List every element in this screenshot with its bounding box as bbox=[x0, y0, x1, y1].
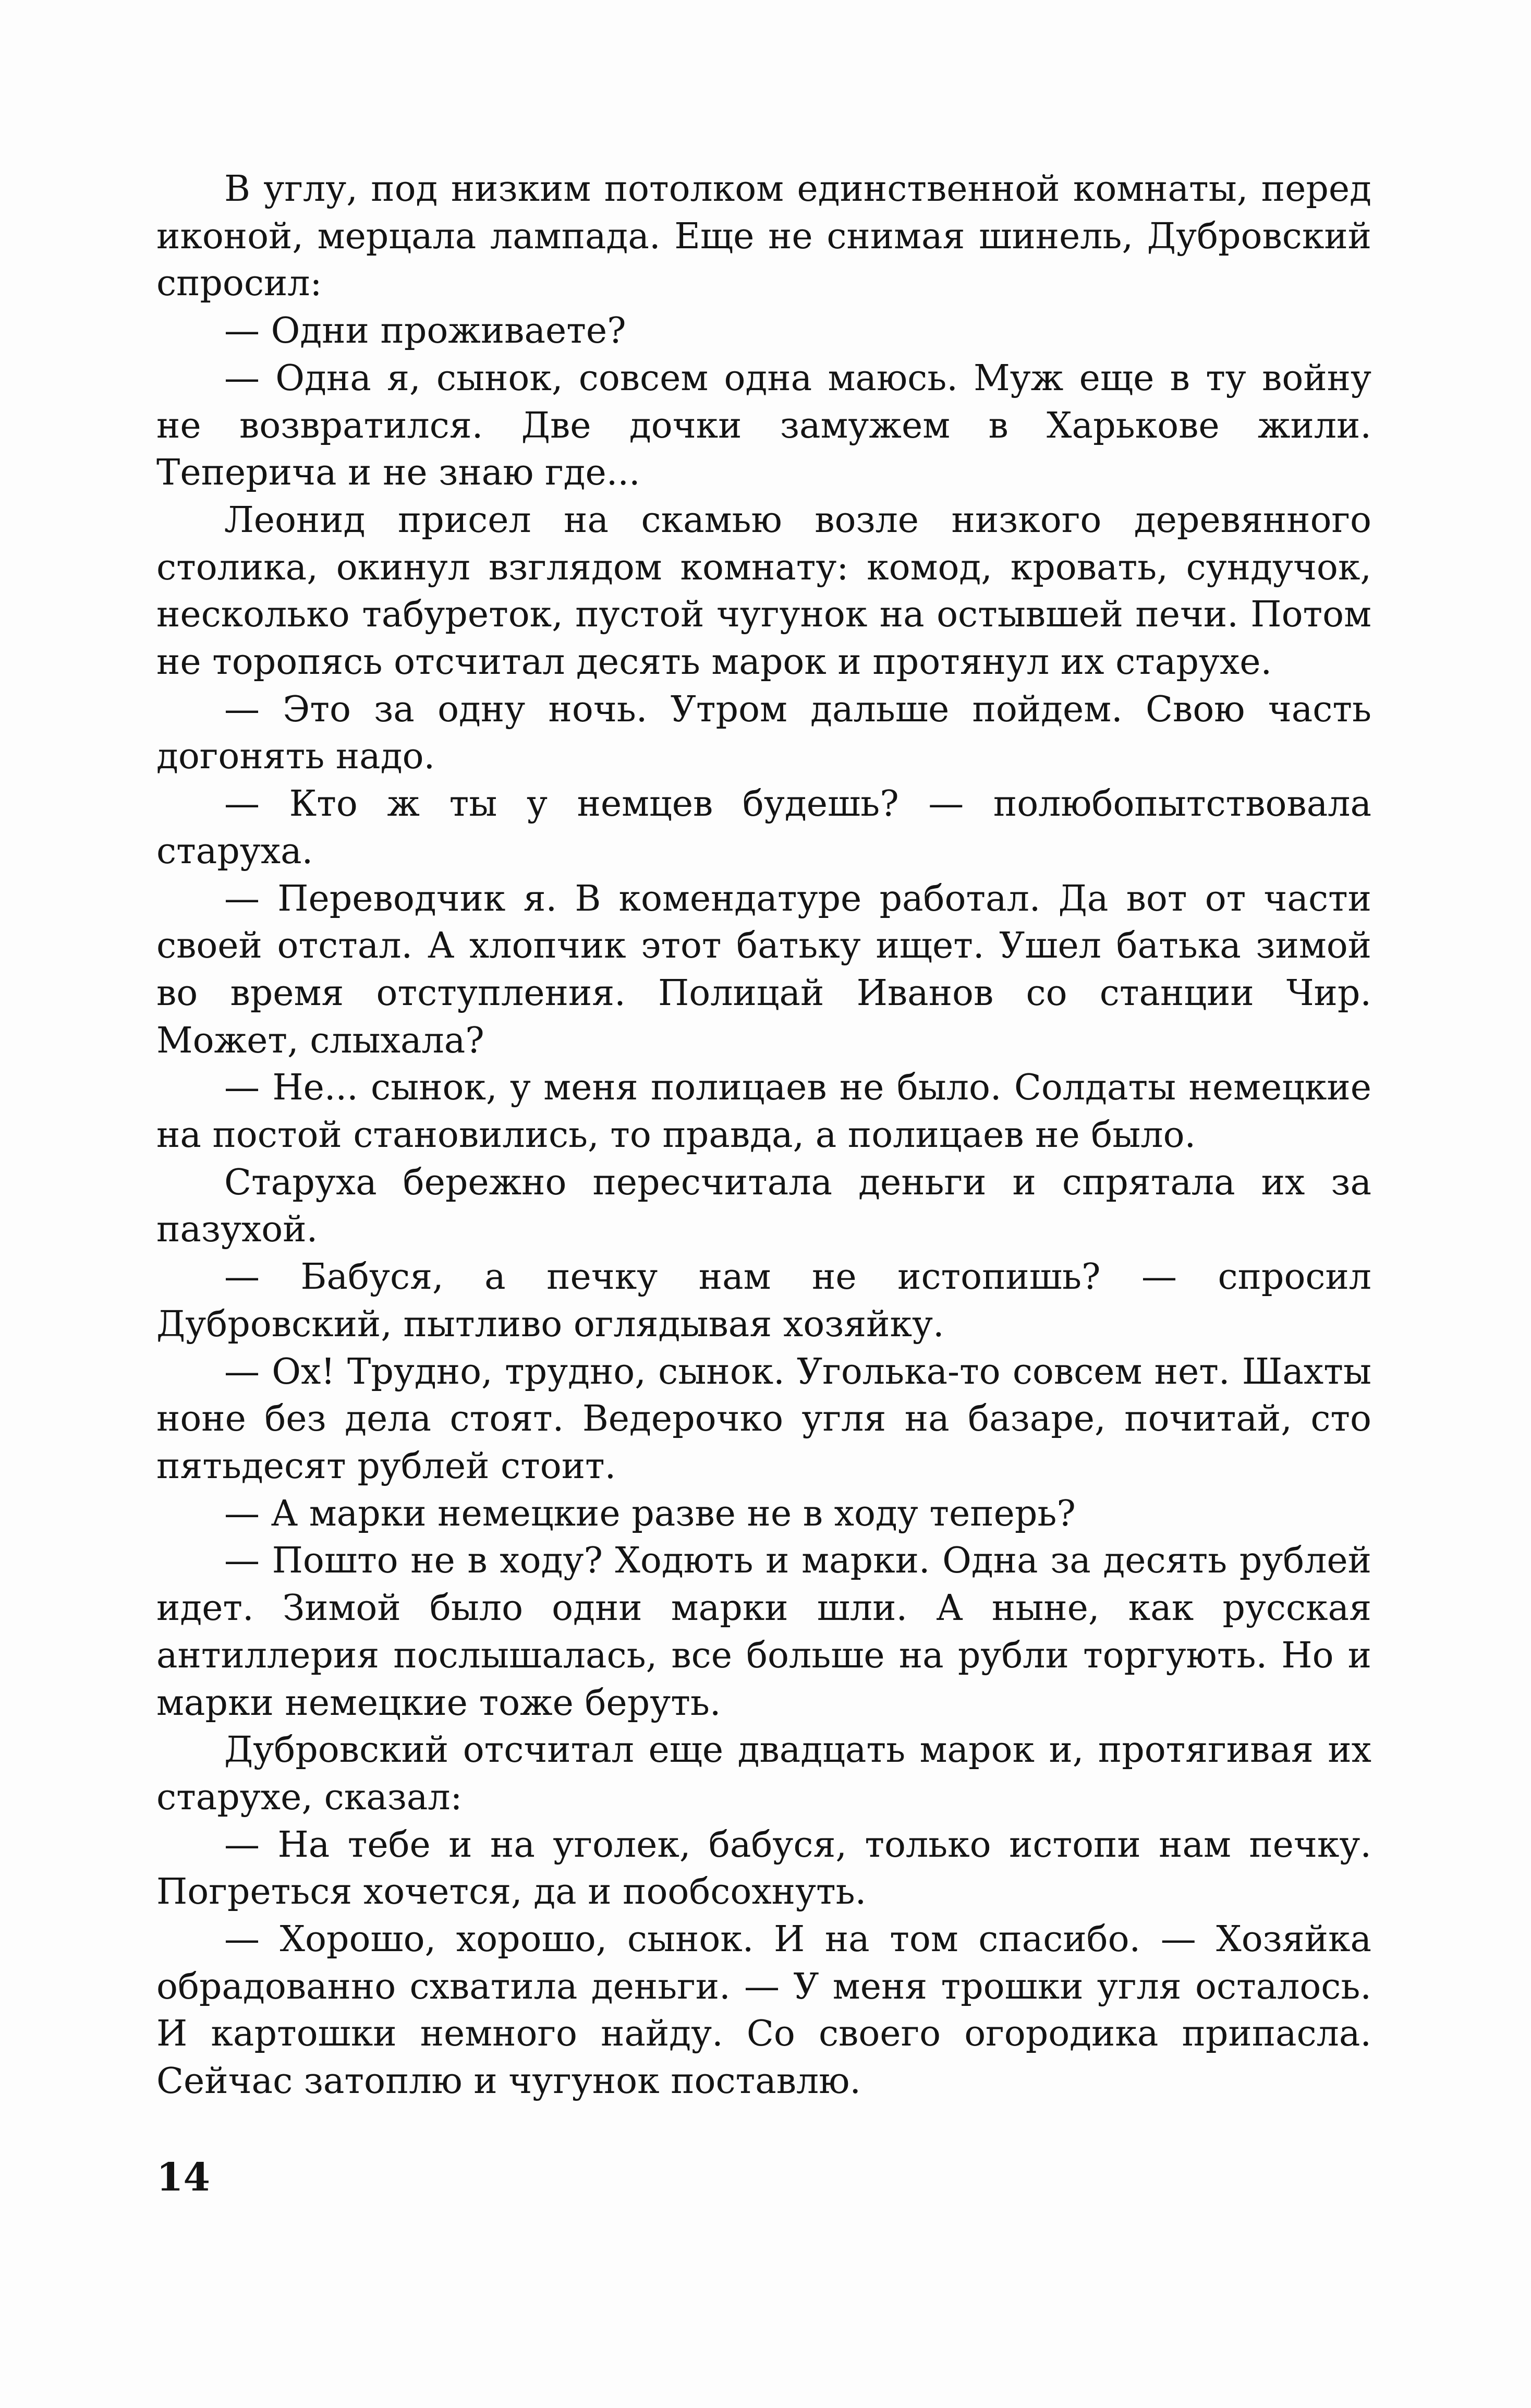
page-number: 14 bbox=[156, 2155, 210, 2200]
paragraph: Леонид присел на скамью возле низкого деревянного столика, окинул взглядом комнату: комод, кровать, сундучок, несколько табуреток, пустой чугунок на остывшей печи. Потом не торопясь отсчитал десять марок и протянул их старухе. bbox=[156, 499, 1371, 683]
paragraph: — Пошто не в ходу? Ходють и марки. Одна за десять рублей идет. Зимой было одни марки шли. А ныне, как русская антиллерия послышалась, все больше на рубли торгують. Но и марки немецкие тоже беруть. bbox=[156, 1540, 1371, 1724]
paragraph: — А марки немецкие разве не в ходу теперь? bbox=[224, 1493, 1076, 1534]
paragraph: — Ох! Трудно, трудно, сынок. Уголька-то совсем нет. Шахты ноне без дела стоят. Ведерочко угля на базаре, почитай, сто пятьдесят рублей стоит. bbox=[156, 1351, 1371, 1487]
paragraph: Старуха бережно пересчитала деньги и спрятала их за пазухой. bbox=[156, 1161, 1371, 1251]
paragraph: — Кто ж ты у немцев будешь? — полюбопытствовала старуха. bbox=[156, 783, 1371, 872]
paragraph: — Не... сынок, у меня полицаев не было. Солдаты немецкие на постой становились, то правда, а полицаев не было. bbox=[156, 1067, 1371, 1156]
paragraph: — Переводчик я. В комендатуре работал. Да вот от части своей отстал. А хлопчик этот батьку ищет. Ушел батька зимой во время отступления. Полицай Иванов со станции Чир. Может, слыхала? bbox=[156, 878, 1371, 1061]
paragraph: В углу, под низким потолком единственной комнаты, перед иконой, мерцала лампада. Еще не снимая шинель, Дубровский спросил: bbox=[156, 168, 1371, 305]
paragraph: — Бабуся, а печку нам не истопишь? — спросил Дубровский, пытливо оглядывая хозяйку. bbox=[156, 1256, 1371, 1345]
paragraph: — Хорошо, хорошо, сынок. И на том спасибо. — Хозяйка обрадованно схватила деньги. — У меня трошки угля осталось. И картошки немного найду. Со своего огородика припасла. Сейчас затоплю и чугунок поставлю. bbox=[156, 1919, 1371, 2102]
paragraph: — Одна я, сынок, совсем одна маюсь. Муж еще в ту войну не возвратился. Две дочки замужем в Харькове жили. Теперича и не знаю где... bbox=[156, 357, 1371, 494]
paragraph: Дубровский отсчитал еще двадцать марок и, протягивая их старухе, сказал: bbox=[156, 1729, 1371, 1818]
paragraph: — Это за одну ночь. Утром дальше пойдем. Свою часть догонять надо. bbox=[156, 688, 1371, 778]
paragraph: — Одни проживаете? bbox=[224, 310, 626, 352]
paragraph: — На тебе и на уголек, бабуся, только истопи нам печку. Погреться хочется, да и пообсохнуть. bbox=[156, 1824, 1371, 1913]
page-text bbox=[156, 166, 1371, 2106]
